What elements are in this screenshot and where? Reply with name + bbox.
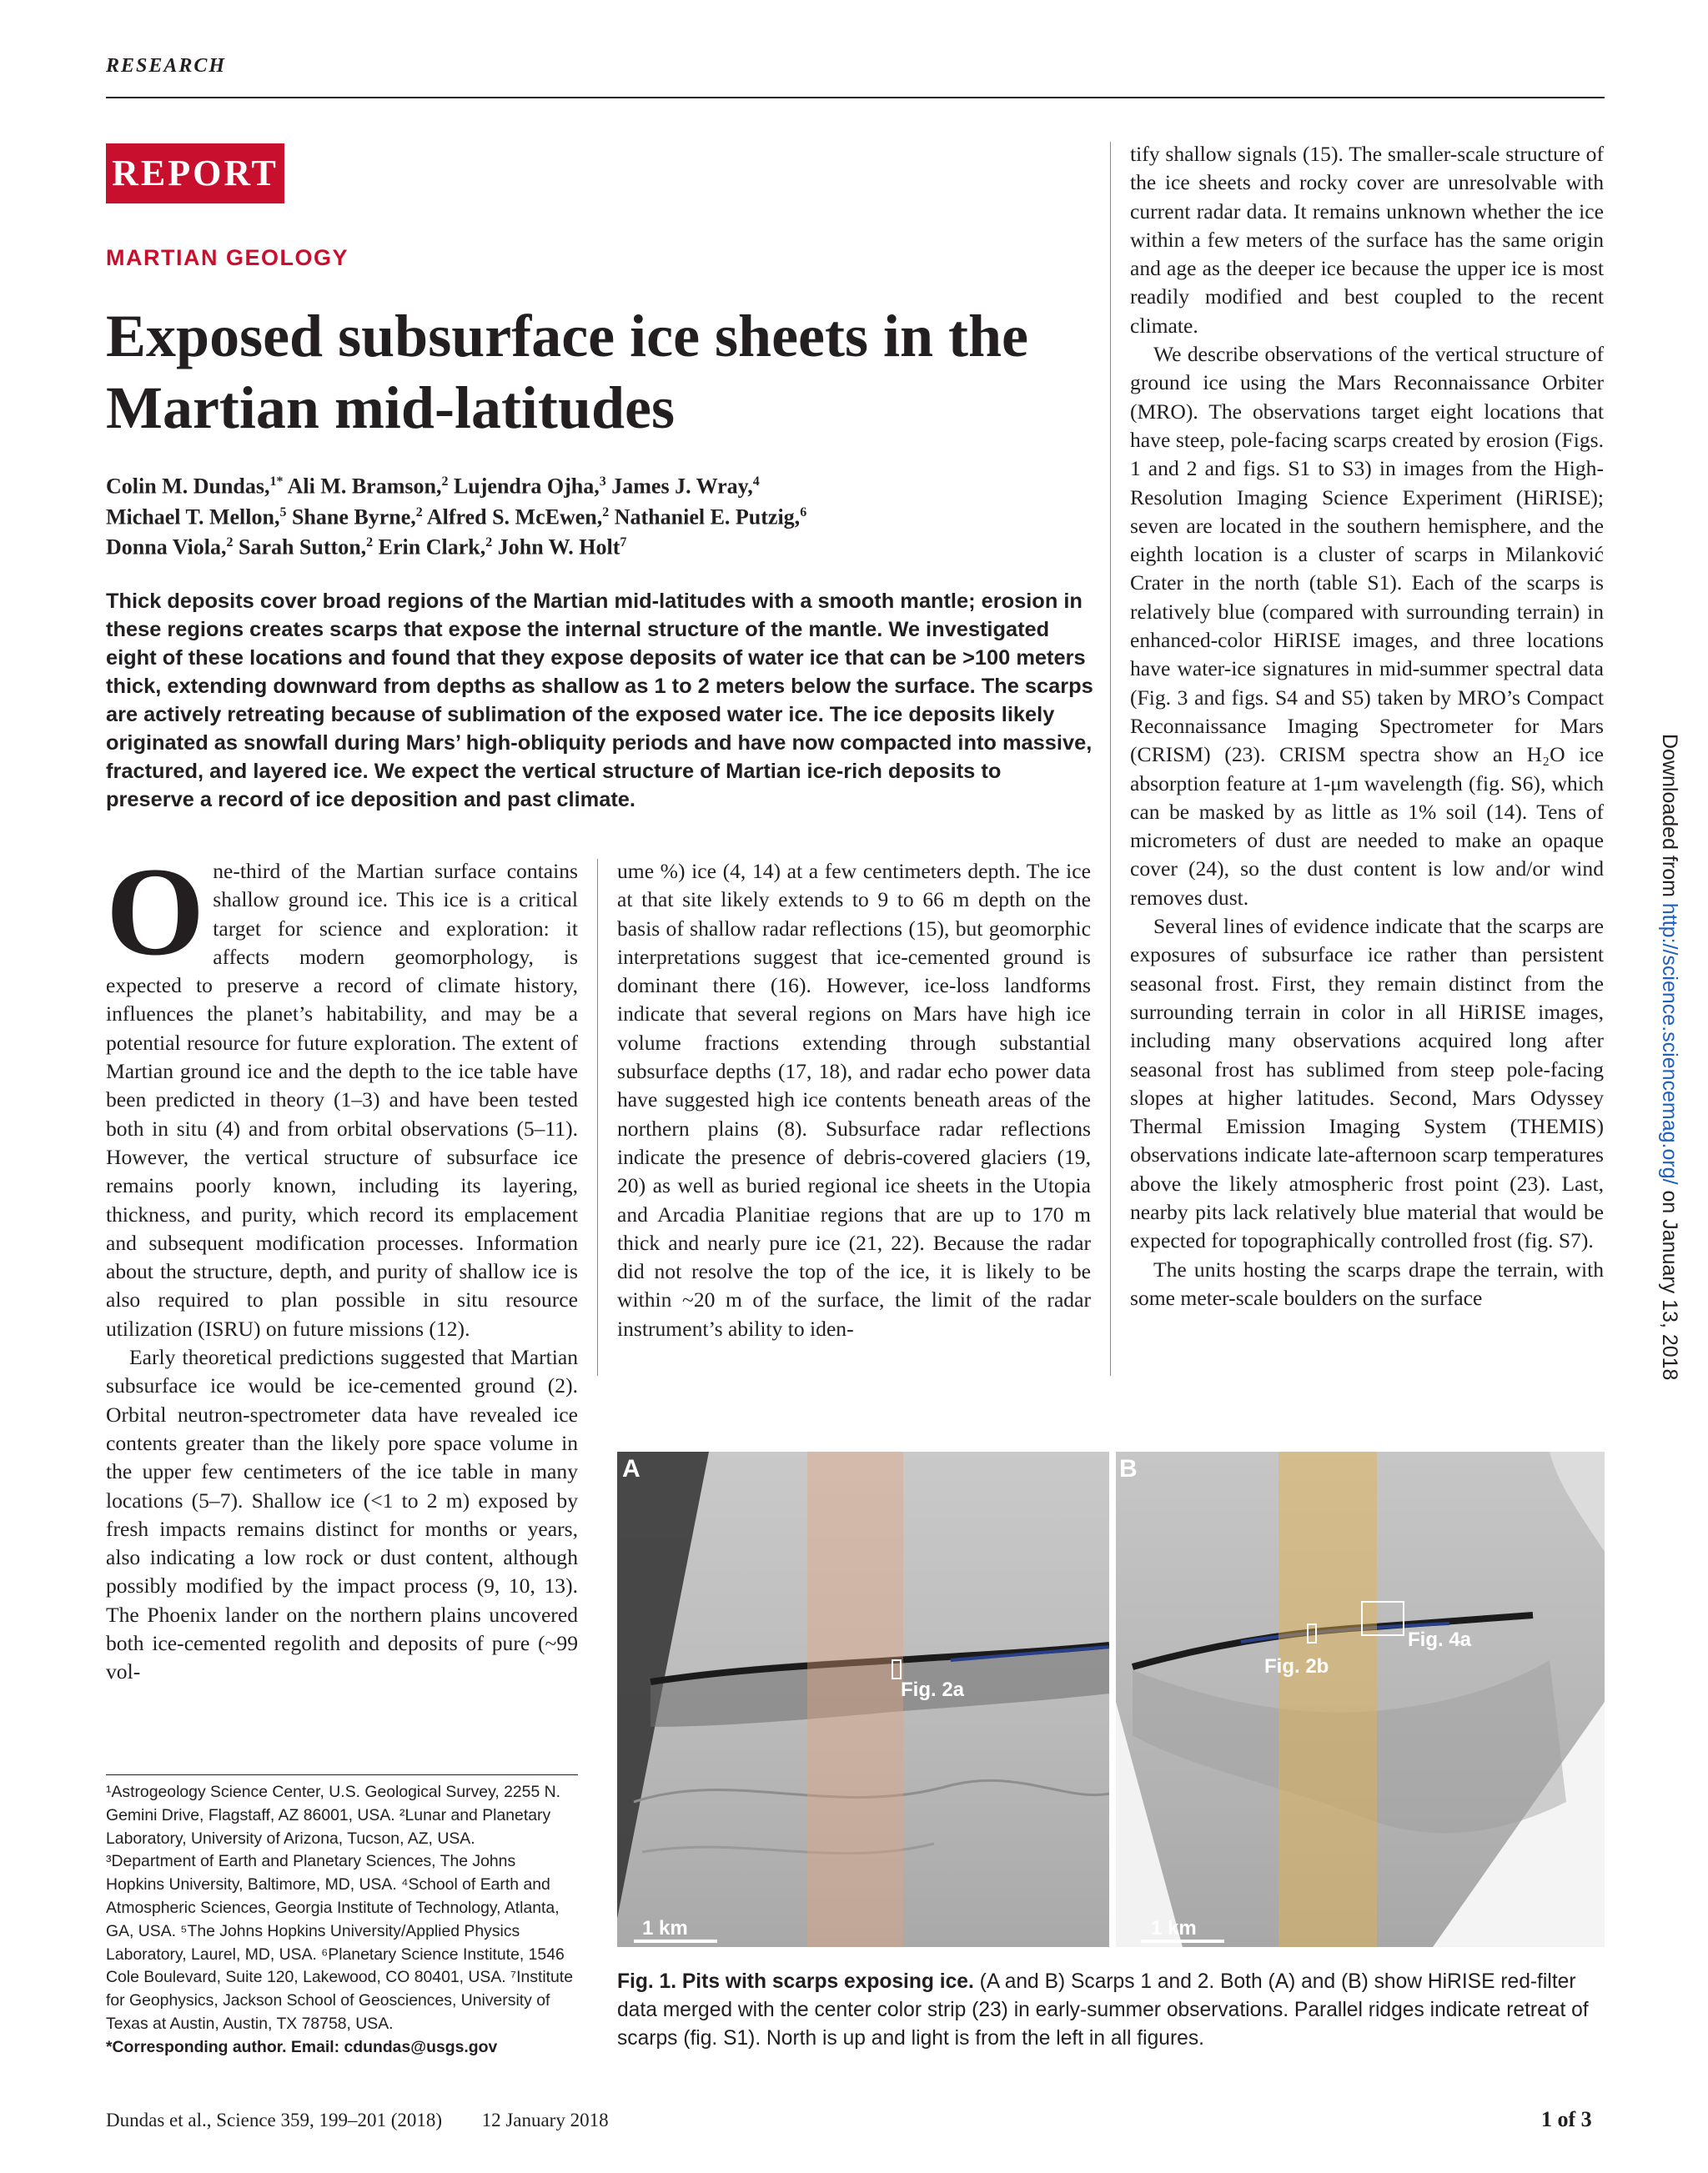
footer-citation (106, 2110, 609, 2131)
body-paragraph: tify shallow signals (15). The smaller-scale structure of the ice sheets and rocky cover are unresolvable with current radar data. It remains unknown whether the ice within a few meters of the surface has the same origin and age as the deeper ice because the upper ice is most readily modified and best coupled to the recent climate. (1130, 142, 1604, 338)
body-paragraph: The units hosting the scarps drape the terrain, with some meter-scale boulders on the surface (1130, 1257, 1604, 1310)
scale-bar-label: 1 km (1151, 1917, 1197, 1940)
author-affiliation-mark: 7 (620, 535, 627, 550)
callout-fig-4a: Fig. 4a (1408, 1628, 1472, 1651)
author-affiliation-mark: 2 (226, 535, 234, 550)
page-number: 1 of 3 (1541, 2107, 1592, 2131)
body-paragraph: We describe observations of the vertical structure of ground ice using the Mars Reconnaissance Orbiter (MRO). The observations target eight locations that have steep, pole-facing scarps created by erosion (Figs. 1 and 2 and figs. S1 to S3) in images from the High-Resolution Imaging Science Experiment (HiRISE); seven are located in the southern hemisphere, and the eighth location is a cluster of scarps in Milanković Crater in the north (table S1). Each of the scarps is relatively blue (compared with surrounding terrain) in enhanced-color HiRISE images, and three locations have water-ice signatures in mid-summer spectral data (Fig. 3 and figs. S4 and S5) taken by MRO’s Compact Reconnaissance Imaging Spectrometer for Mars (CRISM) (23). CRISM spectra show an H₂O ice absorption feature at 1-μm wavelength (fig. S6), which can be masked by as little as 1% soil (14). Tens of micrometers of dust are needed to make an opaque cover (24), so the dust content is low and/or wind removes dust. (1130, 342, 1604, 910)
scale-bar-label: 1 km (642, 1917, 688, 1940)
author-name: Sarah Sutton, (233, 534, 367, 560)
author-affiliation-mark: 2 (415, 504, 423, 519)
column-divider (1110, 142, 1111, 1376)
figure-caption (617, 1968, 1605, 2053)
author-affiliation-mark: 4 (752, 474, 760, 489)
callout-fig-2b: Fig. 2b (1264, 1655, 1329, 1678)
issue-date: 12 January 2018 (481, 2110, 609, 2130)
author-affiliation-mark: 6 (800, 504, 807, 519)
author-name: James J. Wray, (605, 474, 753, 499)
author-affiliation-mark: 5 (279, 504, 287, 519)
body-paragraph: ne-third of the Martian surface contains shallow ground ice. This ice is a critical target for science and exploration: it affects modern geomorphology, is expected to preserve a record of climate history, influences the planet’s habitability, and may be a potential resource for future exploration. The extent of Martian ground ice and the depth to the ice table have been predicted in theory (1–3) and have been tested both in situ (4) and from orbital observations (5–11). However, the vertical structure of subsurface ice remains poorly known, including its layering, thickness, and purity, which record its emplacement and subsequent modification processes. Information about the structure, depth, and purity of shallow ice is also required to plan possible in situ resource utilization (ISRU) on future missions (12). (106, 859, 578, 1341)
subject-kicker: MARTIAN GEOLOGY (106, 245, 349, 270)
scale-bar (1141, 1940, 1224, 1943)
download-prefix: Downloaded from (1658, 734, 1681, 903)
caption-text: (A and B) Scarps 1 and 2. Both (A) and (B) show HiRISE red-filter data merged with the center color strip (23) in early-summer observations. Parallel ridges indicate retreat of scarps (fig. S1). North is up and light is from the left in all figures. (617, 1970, 1589, 2050)
download-date: on January 13, 2018 (1658, 1184, 1681, 1381)
scale-bar (634, 1940, 717, 1943)
article-title: Exposed subsurface ice sheets in the Martian mid-latitudes (106, 303, 1029, 441)
author-line (106, 469, 1090, 499)
affiliation-text: ¹Astrogeology Science Center, U.S. Geological Survey, 2255 N. Gemini Drive, Flagstaff, AZ 86001, USA. ²Lunar and Planetary Laboratory, University of Arizona, Tucson, AZ, USA. (106, 1783, 561, 1848)
author-affiliation-mark: 2 (366, 535, 374, 550)
author-line (106, 529, 1090, 560)
column-divider (597, 859, 598, 1376)
author-name: Shane Byrne, (286, 504, 416, 529)
report-tag: REPORT (106, 143, 284, 203)
drop-cap: O (106, 841, 205, 981)
affiliation-text: ³Department of Earth and Planetary Sciences, The Johns Hopkins University, Baltimore, MD, USA. ⁴School of Earth and Atmospheric Sciences, Georgia Institute of Technology, Atlanta, GA, USA. ⁵The Johns Hopkins University/Applied Physics Laboratory, Laurel, MD, USA. ⁶Planetary Science Institute, 1546 Cole Boulevard, Suite 120, Lakewood, CO 80401, USA. ⁷Institute for Geophysics, Jackson School of Geosciences, University of Texas at Austin, Austin, TX 78758, USA. (106, 1852, 573, 2033)
author-name: Colin M. Dundas, (106, 474, 270, 499)
affiliations (106, 1781, 578, 2060)
abstract: Thick deposits cover broad regions of the Martian mid-latitudes with a smooth mantle; erosion in these regions creates scarps that expose the internal structure of the mantle. We investigated eight of these locations and found that they expose deposits of water ice that can be >100 meters thick, extending downward from depths as shallow as 1 to 2 meters below the surface. The scarps are actively retreating because of sublimation of the exposed water ice. The ice deposits likely originated as snowfall during Mars’ high-obliquity periods and have now compacted into massive, fractured, and layered ice. We expect the vertical structure of Martian ice-rich deposits to preserve a record of ice deposition and past climate. (106, 590, 1093, 811)
body-paragraph: Early theoretical predictions suggested that Martian subsurface ice would be ice-cemented ground (2). Orbital neutron-spectrometer data have revealed ice contents greater than the likely pore space volume in the upper few centimeters of the ice table in many locations (5–7). Shallow ice (<1 to 2 m) exposed by fresh impacts remains distinct for months or years, also indicating a low rock or dust content, although possibly modified by the impact process (9, 10, 13). The Phoenix lander on the northern plains uncovered both ice-cemented regolith and deposits of pure (~99 vol- (106, 1345, 578, 1684)
author-affiliation-mark: 3 (599, 474, 606, 489)
author-name: John W. Holt (492, 534, 620, 560)
hirise-image-a (617, 1452, 1109, 1947)
author-line (106, 499, 1090, 530)
header-rule (106, 97, 1605, 98)
author-affiliation-mark: 2 (441, 474, 449, 489)
figure-panel-a (617, 1452, 1109, 1947)
body-column-2 (617, 857, 1091, 1343)
figure-panel-b (1116, 1452, 1605, 1947)
caption-lead: Fig. 1. Pits with scarps exposing ice. (617, 1970, 974, 1993)
author-name: Erin Clark, (373, 534, 486, 560)
callout-fig-2a: Fig. 2a (901, 1679, 965, 1701)
author-name: Lujendra Ojha, (448, 474, 600, 499)
author-list (106, 469, 1090, 560)
corresponding-author: *Corresponding author. Email: cdundas@usgs.gov (106, 2037, 498, 2056)
panel-label-a: A (622, 1455, 640, 1483)
author-name: Alfred S. McEwen, (422, 504, 603, 529)
source-link[interactable]: http://science.sciencemag.org/ (1658, 902, 1681, 1185)
section-label: RESEARCH (106, 55, 227, 77)
panel-label-b: B (1119, 1455, 1138, 1483)
body-column-3 (1130, 140, 1604, 1312)
author-name: Donna Viola, (106, 534, 227, 560)
hirise-image-b (1116, 1452, 1605, 1947)
download-sidebar (1650, 734, 1683, 1451)
body-paragraph: ume %) ice (4, 14) at a few centimeters depth. The ice at that site likely extends to 9 to 66 m depth on the basis of shallow radar reflections (15), but geomorphic interpretations suggest that ice-cemented ground is dominant there (16). However, ice-loss landforms indicate that several regions on Mars have high ice volume fractions extending through substantial subsurface depths (17, 18), and radar echo power data have suggested high ice contents beneath areas of the northern plains (8). Subsurface radar reflections indicate the presence of debris-covered glaciers (19, 20) as well as buried regional ice sheets in the Utopia and Arcadia Planitiae regions that are up to 170 m thick and nearly pure ice (21, 22). Because the radar did not resolve the top of the ice, it is likely to be within ~20 m of the surface, the limit of the radar instrument’s ability to iden- (617, 859, 1091, 1341)
body-paragraph: Several lines of evidence indicate that the scarps are exposures of subsurface ice rather than persistent seasonal frost. First, they remain distinct from the surrounding terrain in color in all HiRISE images, including many observations acquired long after seasonal frost has sublimed from steep pole-facing slopes at higher latitudes. Second, Mars Odyssey Thermal Emission Imaging System (THEMIS) observations indicate late-afternoon scarp temperatures above the likely atmospheric frost point (23). Last, nearby pits lack relatively blue material that would be expected for topographically controlled frost (fig. S7). (1130, 914, 1604, 1253)
author-affiliation-mark: 2 (485, 535, 493, 550)
affiliation-rule (106, 1774, 578, 1775)
body-column-1 (106, 841, 578, 1687)
author-name: Michael T. Mellon, (106, 504, 280, 529)
citation: Dundas et al., Science 359, 199–201 (2018) (106, 2110, 443, 2130)
author-name: Nathaniel E. Putzig, (609, 504, 801, 529)
author-affiliation-mark: 1* (269, 474, 284, 489)
author-name: Ali M. Bramson, (283, 474, 442, 499)
author-affiliation-mark: 2 (602, 504, 610, 519)
